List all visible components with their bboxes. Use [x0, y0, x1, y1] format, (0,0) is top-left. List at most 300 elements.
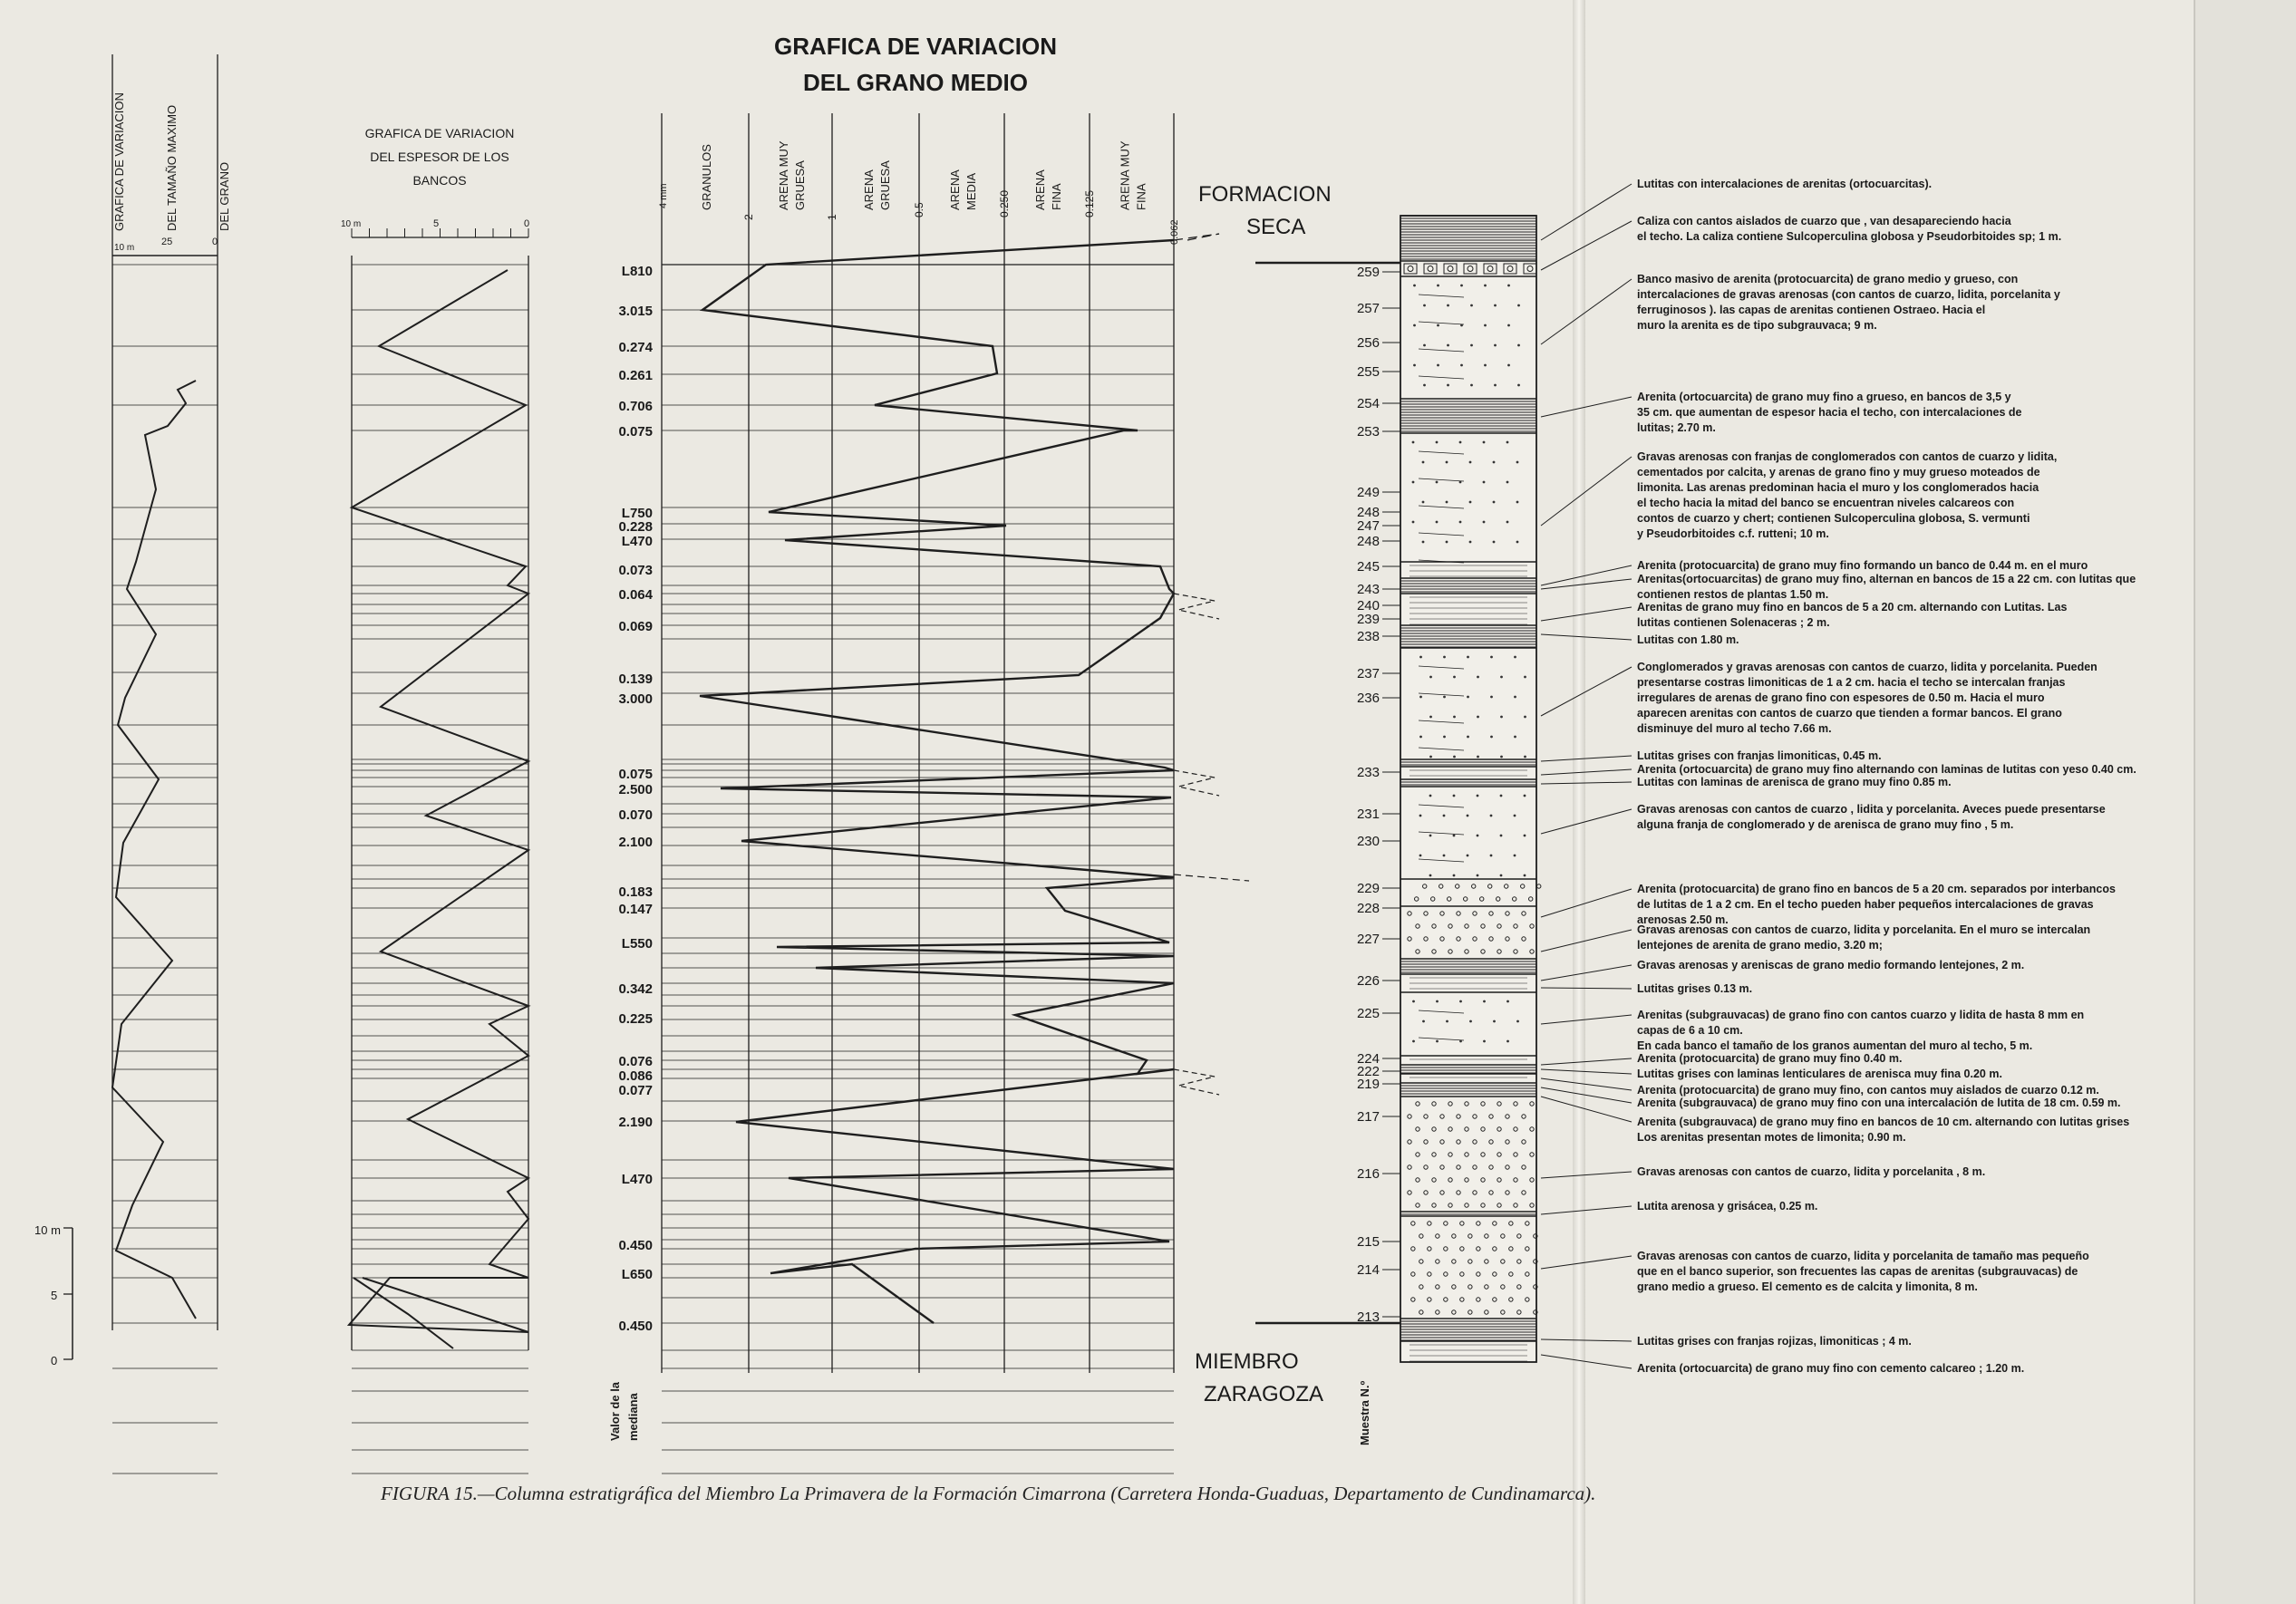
description-leader: [1541, 809, 1632, 834]
description-text: lentejones de arenita de grano medio, 3.20 m;: [1637, 939, 1883, 952]
sample-number: 233: [1356, 765, 1380, 780]
sand-dot: [1467, 656, 1469, 659]
sample-number: 248: [1356, 534, 1380, 549]
median-value-label: 0.228: [618, 519, 653, 535]
sand-dot: [1470, 304, 1473, 307]
description-text: lutitas; 2.70 m.: [1637, 421, 1716, 434]
sand-dot: [1524, 756, 1526, 759]
sand-dot: [1453, 874, 1456, 877]
sample-number: 216: [1356, 1166, 1380, 1182]
description-leader: [1541, 1355, 1632, 1368]
description-text: limonita. Las arenas predominan hacia el muro y los conglomerados hacia: [1637, 481, 2039, 494]
sand-dot: [1514, 855, 1516, 857]
panel2-tick-label: 0: [524, 218, 530, 229]
sand-dot: [1500, 835, 1503, 837]
description-text: el techo. La caliza contiene Sulcoperculina globosa y Pseudorbitoides sp; 1 m.: [1637, 230, 2062, 243]
description-text: Los arenitas presentan motes de limonita; 0.90 m.: [1637, 1131, 1906, 1144]
sand-dot: [1447, 344, 1449, 347]
sand-dot: [1524, 716, 1526, 719]
description-text: Banco masivo de arenita (protocuarcita) de grano medio y grueso, con: [1637, 273, 2019, 285]
lithologic-column: [1400, 216, 1536, 1362]
description-text: Lutitas grises con franjas limoniticas, 0.45 m.: [1637, 749, 1882, 762]
median-value-label: 3.000: [618, 691, 653, 707]
sample-number: 245: [1356, 559, 1380, 575]
sand-dot: [1506, 441, 1509, 444]
description-leader: [1541, 667, 1632, 716]
sand-dot: [1484, 364, 1487, 367]
sample-number: 217: [1356, 1109, 1380, 1125]
description-leader: [1541, 1206, 1632, 1214]
sand-dot: [1453, 795, 1456, 797]
median-value-label: L470: [621, 1172, 653, 1187]
description-text: Arenitas(ortocuarcitas) de grano muy fino, alternan en bancos de 15 a 22 cm. con lutitas que: [1637, 573, 2136, 585]
sand-dot: [1446, 501, 1448, 504]
grain-tick-label: 0.125: [1083, 189, 1096, 217]
sand-dot: [1413, 285, 1416, 287]
sand-dot: [1469, 1020, 1472, 1023]
description-leader: [1541, 965, 1632, 981]
description-text: Arenitas (subgrauvacas) de grano fino con cantos cuarzo y lidita de hasta 8 mm en: [1637, 1009, 2085, 1021]
description-text: Arenita (ortocuarcita) de grano muy fino alternando con laminas de lutitas con yeso 0.40 cm.: [1637, 763, 2136, 776]
sand-dot: [1500, 756, 1503, 759]
grain-class-label: ARENA: [1033, 169, 1047, 210]
sand-dot: [1446, 1020, 1448, 1023]
sand-dot: [1493, 541, 1496, 544]
sand-dot: [1469, 541, 1472, 544]
description-text: capas de 6 a 10 cm.: [1637, 1024, 1743, 1037]
median-value-label: 3.015: [618, 304, 653, 319]
sample-number: 248: [1356, 505, 1380, 520]
sand-dot: [1506, 1000, 1509, 1003]
sand-dot: [1429, 795, 1432, 797]
sand-dot: [1500, 795, 1503, 797]
sample-number: 222: [1356, 1064, 1380, 1079]
formation-connector: [1187, 234, 1219, 240]
sand-dot: [1490, 696, 1493, 699]
description-text: 35 cm. que aumentan de espesor hacia el techo, con intercalaciones de: [1637, 406, 2022, 419]
median-value-label: 0.261: [618, 368, 653, 383]
sand-dot: [1419, 696, 1422, 699]
median-axis-label: Valor de la: [608, 1381, 622, 1441]
sand-dot: [1514, 815, 1516, 817]
description-text: presentarse costras limoniticas de 1 a 2 cm. hacia el techo se intercalan franjas: [1637, 676, 2066, 689]
sand-dot: [1483, 481, 1486, 484]
sample-number: 214: [1356, 1262, 1380, 1278]
panel1-title-line: GRAFICA DE VARIACION: [112, 92, 126, 231]
sample-number: 239: [1356, 612, 1380, 627]
description-leader: [1541, 1172, 1632, 1178]
median-value-label: L650: [621, 1267, 653, 1282]
grain-tick-label: 0.250: [998, 189, 1011, 217]
description-text: Gravas arenosas con cantos de cuarzo, lidita y porcelanita de tamaño mas pequeño: [1637, 1250, 2089, 1262]
sample-number: 249: [1356, 485, 1380, 500]
sample-number: 237: [1356, 666, 1380, 681]
median-value-label: 0.070: [618, 807, 653, 823]
panel1-title-line: DEL TAMAÑO MAXIMO: [165, 104, 179, 231]
description-text: Lutita arenosa y grisácea, 0.25 m.: [1637, 1200, 1818, 1213]
description-text: y Pseudorbitoides c.f. rutteni; 10 m.: [1637, 527, 1829, 540]
sand-dot: [1419, 656, 1422, 659]
description-text: Lutitas grises con franjas rojizas, limoniticas ; 4 m.: [1637, 1335, 1912, 1348]
sample-axis-label: Muestra N.º: [1358, 1380, 1371, 1445]
description-text: aparecen arenitas con cantos de cuarzo que tienden a formar bancos. El grano: [1637, 707, 2062, 720]
sand-dot: [1443, 736, 1446, 739]
sand-dot: [1453, 756, 1456, 759]
sand-dot: [1506, 481, 1509, 484]
sand-dot: [1507, 364, 1510, 367]
sand-dot: [1419, 855, 1422, 857]
sample-number: 243: [1356, 582, 1380, 597]
panel2-thickness-curve: [354, 1278, 453, 1348]
grain-class-label: GRANULOS: [700, 144, 713, 210]
sand-dot: [1419, 736, 1422, 739]
description-leader: [1541, 1069, 1632, 1074]
sand-dot: [1446, 461, 1448, 464]
description-text: arenosas 2.50 m.: [1637, 913, 1729, 926]
description-text: Conglomerados y gravas arenosas con cantos de cuarzo, lidita y porcelanita. Pueden: [1637, 661, 2097, 673]
dashed-connector: [1174, 234, 1219, 240]
sand-dot: [1524, 874, 1526, 877]
sample-number: 231: [1356, 807, 1380, 822]
sand-dot: [1517, 344, 1520, 347]
sand-dot: [1437, 364, 1439, 367]
panel2-tick-label: 5: [433, 218, 440, 229]
description-text: Lutitas grises con laminas lenticulares de arenisca muy fina 0.20 m.: [1637, 1068, 2002, 1080]
description-leader: [1541, 1078, 1632, 1090]
sand-dot: [1524, 835, 1526, 837]
sample-number: 225: [1356, 1006, 1380, 1021]
panel2-thickness-curve: [349, 270, 528, 1332]
description-text: de lutitas de 1 a 2 cm. En el techo pueden haber pequeños intercalaciones de gravas: [1637, 898, 2094, 911]
grain-class-label: GRUESA: [793, 160, 807, 210]
median-value-label: 0.183: [618, 884, 653, 900]
panel1-tick-label: 0: [212, 237, 218, 247]
sand-dot: [1500, 716, 1503, 719]
description-leader: [1541, 988, 1632, 989]
median-value-label: 0.139: [618, 672, 653, 687]
sand-dot: [1422, 541, 1425, 544]
sand-dot: [1490, 855, 1493, 857]
sand-dot: [1436, 441, 1439, 444]
description-text: Gravas arenosas y areniscas de grano medio formando lentejones, 2 m.: [1637, 959, 2025, 971]
median-value-label: 0.147: [618, 902, 653, 917]
median-value-label: 0.225: [618, 1011, 653, 1027]
sand-dot: [1423, 384, 1426, 387]
sand-dot: [1514, 736, 1516, 739]
description-text: Caliza con cantos aislados de cuarzo que , van desapareciendo hacia: [1637, 215, 2011, 227]
sand-dot: [1494, 344, 1497, 347]
sand-dot: [1436, 481, 1439, 484]
dashed-connector: [1174, 594, 1219, 619]
sand-dot: [1477, 676, 1479, 679]
median-value-label: 0.075: [618, 424, 653, 440]
description-text: ferruginosos ). las capas de arenitas contienen Ostraeo. Hacia el: [1637, 304, 1986, 316]
dashed-connector: [1174, 770, 1219, 796]
grain-class-label: FINA: [1050, 183, 1063, 210]
sand-dot: [1506, 1040, 1509, 1043]
median-value-label: 2.100: [618, 835, 653, 850]
description-text: Arenita (ortocuarcita) de grano muy fino con cemento calcareo ; 1.20 m.: [1637, 1362, 2025, 1375]
sand-dot: [1490, 815, 1493, 817]
sand-dot: [1477, 756, 1479, 759]
description-leader: [1541, 1256, 1632, 1269]
description-leader: [1541, 184, 1632, 240]
panel2-title-line: BANCOS: [412, 173, 467, 188]
sand-dot: [1443, 855, 1446, 857]
grain-class-label: GRUESA: [878, 160, 892, 210]
main-title-line: DEL GRANO MEDIO: [803, 69, 1028, 96]
grain-class-label: MEDIA: [964, 172, 978, 210]
median-value-label: 0.069: [618, 619, 653, 634]
sand-dot: [1469, 461, 1472, 464]
panel2-title-line: GRAFICA DE VARIACION: [364, 126, 515, 140]
grain-tick-label: 4 mm: [658, 183, 669, 208]
description-leader: [1541, 1015, 1632, 1024]
grain-tick-label: 0.062: [1169, 219, 1180, 245]
sand-dot: [1470, 344, 1473, 347]
median-grain-curve: [700, 240, 1174, 1323]
grain-class-label: FINA: [1134, 183, 1148, 210]
median-value-label: 0.450: [618, 1238, 653, 1253]
sand-dot: [1436, 521, 1439, 524]
description-leader: [1541, 221, 1632, 270]
sand-dot: [1467, 736, 1469, 739]
sand-dot: [1483, 521, 1486, 524]
sand-dot: [1507, 324, 1510, 327]
sample-number: 240: [1356, 598, 1380, 614]
median-value-label: 0.086: [618, 1068, 653, 1084]
median-axis-label: mediana: [626, 1393, 640, 1441]
sand-dot: [1517, 384, 1520, 387]
sand-dot: [1412, 1000, 1415, 1003]
description-text: Arenita (protocuarcita) de grano fino en bancos de 5 a 20 cm. separados por interbancos: [1637, 883, 2116, 895]
sand-dot: [1477, 874, 1479, 877]
sand-dot: [1443, 815, 1446, 817]
sample-number: 227: [1356, 932, 1380, 947]
median-value-label: L810: [621, 264, 653, 279]
sand-dot: [1477, 795, 1479, 797]
sand-dot: [1514, 696, 1516, 699]
main-title-line: GRAFICA DE VARIACION: [774, 33, 1057, 60]
median-value-label: 2.190: [618, 1115, 653, 1130]
description-text: contienen restos de plantas 1.50 m.: [1637, 588, 1829, 601]
sand-dot: [1423, 344, 1426, 347]
sand-dot: [1419, 815, 1422, 817]
sand-dot: [1494, 384, 1497, 387]
dashed-connector: [1174, 874, 1249, 881]
scale-bar-label: 0: [51, 1354, 58, 1367]
sand-dot: [1493, 501, 1496, 504]
sand-dot: [1422, 1020, 1425, 1023]
sand-dot: [1460, 285, 1463, 287]
description-text: intercalaciones de gravas arenosas (con cantos de cuarzo, lidita, porcelanita y: [1637, 288, 2060, 301]
sample-number: 255: [1356, 364, 1380, 380]
sand-dot: [1490, 736, 1493, 739]
description-text: el techo hacia la mitad del banco se encuentran niveles calcareos con: [1637, 497, 2015, 509]
sand-dot: [1514, 656, 1516, 659]
sand-dot: [1467, 815, 1469, 817]
sand-dot: [1422, 461, 1425, 464]
figure-caption: FIGURA 15.—Columna estratigráfica del Miembro La Primavera de la Formación Cimarrona (Carretera Honda-Guaduas, Departamento de Cundinamarca).: [381, 1483, 1596, 1504]
grain-tick-label: 1: [826, 214, 838, 220]
description-leader: [1541, 397, 1632, 417]
grain-class-label: ARENA MUY: [1118, 140, 1132, 210]
description-leader: [1541, 565, 1632, 585]
sand-dot: [1516, 541, 1519, 544]
description-text: lutitas contienen Solenaceras ; 2 m.: [1637, 616, 1830, 629]
median-value-label: 0.073: [618, 563, 653, 578]
sand-dot: [1413, 324, 1416, 327]
sand-dot: [1429, 716, 1432, 719]
description-leader: [1541, 756, 1632, 761]
sample-number: 219: [1356, 1077, 1380, 1092]
sand-dot: [1423, 304, 1426, 307]
description-text: Gravas arenosas con franjas de conglomerados con cantos de cuarzo y lidita,: [1637, 450, 2058, 463]
sand-dot: [1412, 441, 1415, 444]
sand-dot: [1516, 1020, 1519, 1023]
sand-dot: [1459, 1000, 1462, 1003]
sand-dot: [1446, 541, 1448, 544]
sand-dot: [1484, 324, 1487, 327]
description-text: grano medio a grueso. El cemento es de calcita y limonita, 8 m.: [1637, 1280, 1978, 1293]
sand-dot: [1447, 304, 1449, 307]
description-text: que en el banco superior, son frecuentes las capas de arenitas (subgrauvacas) de: [1637, 1265, 2078, 1278]
member-label: ZARAGOZA: [1204, 1382, 1324, 1406]
sand-dot: [1493, 461, 1496, 464]
median-value-label: 0.706: [618, 399, 653, 414]
scale-bar-label: 10 m: [34, 1223, 61, 1237]
description-leader: [1541, 457, 1632, 526]
sand-dot: [1467, 696, 1469, 699]
sample-number: 238: [1356, 629, 1380, 644]
panel1-max-grain-curve: [112, 381, 196, 1319]
sand-dot: [1516, 501, 1519, 504]
description-text: contos de cuarzo y chert; contienen Sulcoperculina globosa, S. vermunti: [1637, 512, 2030, 525]
sample-number: 257: [1356, 301, 1380, 316]
description-text: irregulares de arenas de grano fino con espesores de 0.50 m. Hacia el muro: [1637, 691, 2045, 704]
sand-dot: [1443, 696, 1446, 699]
sample-number: 224: [1356, 1051, 1380, 1067]
sand-dot: [1490, 656, 1493, 659]
median-value-label: L470: [621, 534, 653, 549]
description-text: Gravas arenosas con cantos de cuarzo, lidita y porcelanita. En el muro se intercalan: [1637, 923, 2091, 936]
member-label: MIEMBRO: [1195, 1349, 1299, 1374]
sand-dot: [1469, 501, 1472, 504]
sand-dot: [1494, 304, 1497, 307]
sand-dot: [1412, 1040, 1415, 1043]
panel1-tick-label: 25: [161, 237, 173, 247]
grain-class-label: ARENA: [948, 169, 962, 210]
sand-dot: [1477, 716, 1479, 719]
sand-dot: [1470, 384, 1473, 387]
description-text: Lutitas con 1.80 m.: [1637, 633, 1739, 646]
sand-dot: [1516, 461, 1519, 464]
sand-dot: [1477, 835, 1479, 837]
sand-dot: [1484, 285, 1487, 287]
sand-dot: [1483, 1000, 1486, 1003]
sample-number: 230: [1356, 834, 1380, 849]
description-text: En cada banco el tamaño de los granos aumentan del muro al techo, 5 m.: [1637, 1039, 2033, 1052]
description-text: Arenita (protocuarcita) de grano muy fino, con cantos muy aislados de cuarzo 0.12 m.: [1637, 1084, 2099, 1097]
description-leader: [1541, 579, 1632, 589]
sand-dot: [1467, 855, 1469, 857]
sand-dot: [1429, 874, 1432, 877]
description-text: alguna franja de conglomerado y de arenisca de grano muy fino , 5 m.: [1637, 818, 2014, 831]
sand-dot: [1507, 285, 1510, 287]
median-value-label: 0.075: [618, 767, 653, 782]
description-text: Arenita (protocuarcita) de grano muy fino 0.40 m.: [1637, 1052, 1903, 1065]
sand-dot: [1429, 835, 1432, 837]
sample-number: 215: [1356, 1234, 1380, 1250]
sand-dot: [1436, 1040, 1439, 1043]
dashed-connector: [1174, 1069, 1219, 1095]
sand-dot: [1453, 716, 1456, 719]
description-text: Arenita (ortocuarcita) de grano muy fino a grueso, en bancos de 3,5 y: [1637, 391, 2011, 403]
sand-dot: [1453, 835, 1456, 837]
sand-dot: [1436, 1000, 1439, 1003]
median-value-label: 0.342: [618, 981, 653, 997]
sample-number: 256: [1356, 335, 1380, 351]
sample-number: 228: [1356, 901, 1380, 916]
grain-class-label: ARENA MUY: [777, 140, 790, 210]
sand-dot: [1524, 676, 1526, 679]
description-leader: [1541, 782, 1632, 784]
sand-dot: [1506, 521, 1509, 524]
panel1-title-line: DEL GRANO: [218, 161, 231, 231]
description-text: muro la arenita es de tipo subgrauvaca; 9 m.: [1637, 319, 1877, 332]
grain-tick-label: 0.5: [913, 202, 925, 217]
sample-number: 254: [1356, 396, 1380, 411]
sand-dot: [1443, 656, 1446, 659]
median-value-label: 0.274: [618, 340, 653, 355]
grain-class-label: ARENA: [862, 169, 876, 210]
sand-dot: [1447, 384, 1449, 387]
median-value-label: 0.076: [618, 1054, 653, 1069]
description-text: cementados por calcita, y arenas de grano fino y muy grueso moteados de: [1637, 466, 2040, 478]
sand-dot: [1459, 521, 1462, 524]
panel2-title-line: DEL ESPESOR DE LOS: [370, 150, 509, 164]
description-leader: [1541, 769, 1632, 775]
formation-label: FORMACION: [1198, 182, 1332, 207]
sand-dot: [1422, 501, 1425, 504]
sand-dot: [1429, 756, 1432, 759]
sand-dot: [1483, 1040, 1486, 1043]
scale-bar-label: 5: [51, 1289, 58, 1302]
description-text: Arenita (protocuarcita) de grano muy fino formando un banco de 0.44 m. en el muro: [1637, 559, 2088, 572]
description-leader: [1541, 634, 1632, 640]
grain-tick-label: 2: [742, 214, 755, 220]
sand-dot: [1460, 364, 1463, 367]
description-text: Arenita (subgrauvaca) de grano muy fino con una intercalación de lutita de 18 cm. 0.59 m.: [1637, 1097, 2121, 1109]
formation-label: SECA: [1246, 215, 1306, 239]
description-text: Arenita (subgrauvaca) de grano muy fino en bancos de 10 cm. alternando con lutitas grises: [1637, 1116, 2130, 1128]
sand-dot: [1500, 874, 1503, 877]
panel1-tick-label: 10 m: [114, 243, 135, 253]
description-leader: [1541, 607, 1632, 621]
median-value-label: L550: [621, 936, 653, 952]
description-text: disminuye del muro al techo 7.66 m.: [1637, 722, 1832, 735]
description-text: Lutitas grises 0.13 m.: [1637, 982, 1753, 995]
sample-number: 247: [1356, 518, 1380, 534]
description-text: Gravas arenosas con cantos de cuarzo, lidita y porcelanita , 8 m.: [1637, 1165, 1986, 1178]
sample-number: 259: [1356, 265, 1380, 280]
sand-dot: [1500, 676, 1503, 679]
sand-dot: [1459, 441, 1462, 444]
description-leader: [1541, 930, 1632, 952]
description-text: Lutitas con laminas de arenisca de grano muy fino 0.85 m.: [1637, 776, 1952, 788]
sample-number: 213: [1356, 1309, 1380, 1325]
median-value-label: 0.450: [618, 1319, 653, 1334]
